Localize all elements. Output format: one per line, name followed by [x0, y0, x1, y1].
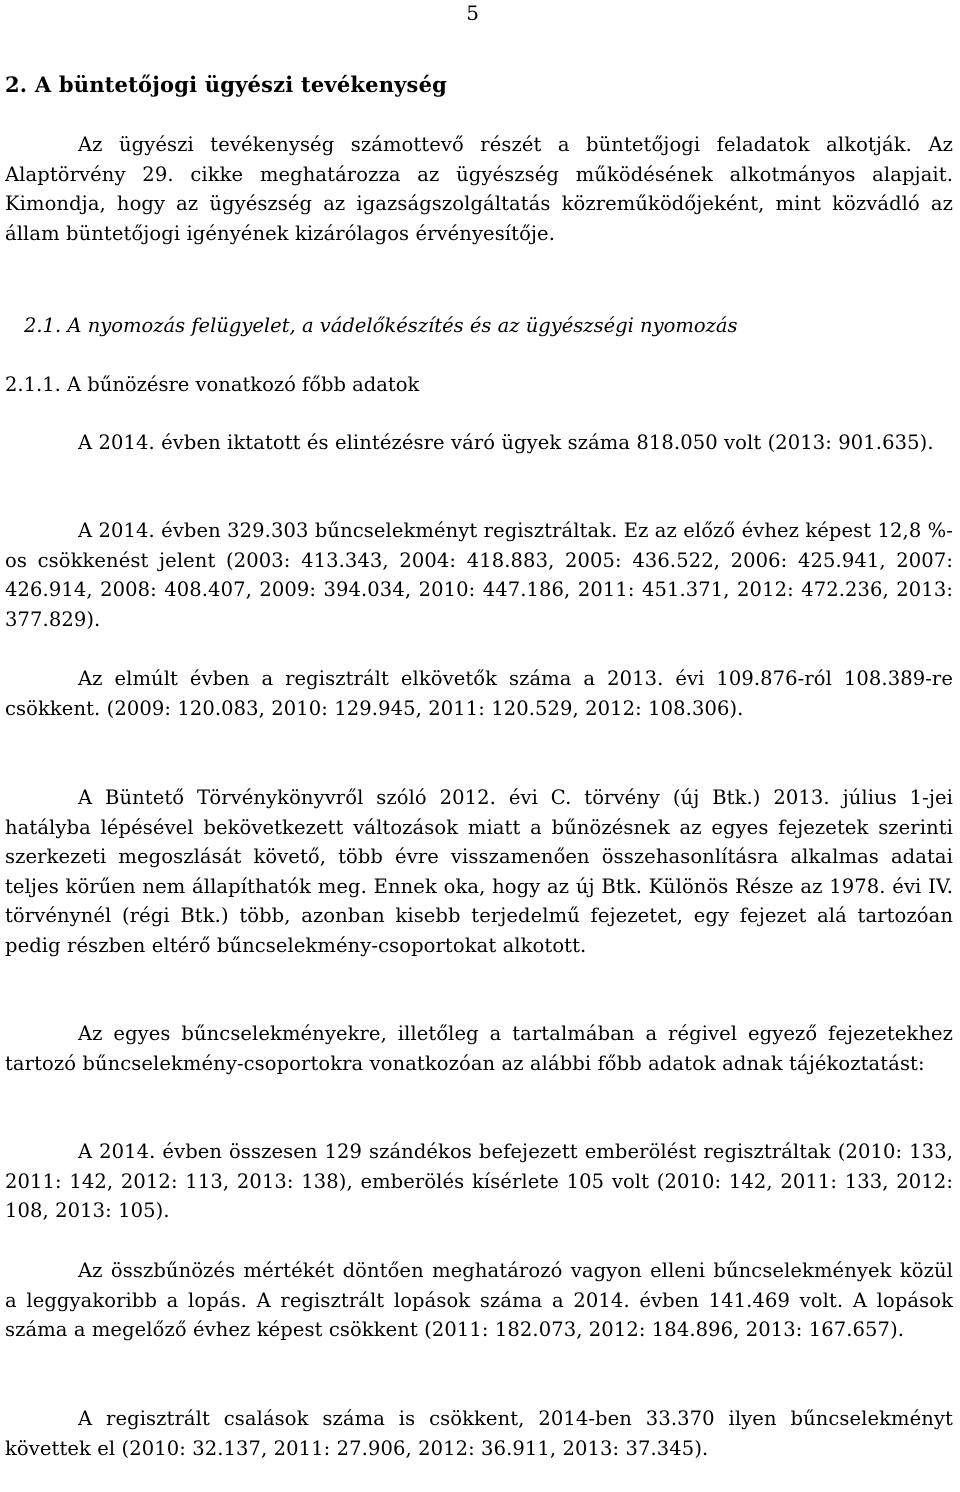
intro-paragraph: Az ügyészi tevékenység számottevő részét a büntetőjogi feladatok alkotják. Az Alaptörvény 29. cikke meghatározza az ügyészség működésének alkotmányos alapjait. Kimondja, hogy az ügyészség az igazságszolgáltatás közreműködőjeként, mint közvádló az állam büntetőjogi igényének kizárólagos érvényesítője. — [5, 133, 953, 245]
paragraph-homicide: A 2014. évben összesen 129 szándékos befejezett emberölést regisztráltak (2010: 133, 2011: 142, 2012: 113, 2013: 138), emberölés kísérlete 105 volt (2010: 142, 2011: 133, 2012: 108, 2013: 105). — [5, 1140, 953, 1222]
subsection-title: 2.1. A nyomozás felügyelet, a vádelőkészítés és az ügyészségi nyomozás — [24, 314, 738, 337]
paragraph-case-count: A 2014. évben iktatott és elintézésre váró ügyek száma 818.050 volt (2013: 901.635). — [78, 431, 934, 454]
paragraph-registered-crimes: A 2014. évben 329.303 bűncselekményt regisztráltak. Ez az előző évhez képest 12,8 %-os csökkenést jelent (2003: 413.343, 2004: 418.883, 2005: 436.522, 2006: 425.941, 2007: 426.914, 2008: 408.407, 2009: 394.034, 2010: 447.186, 2011: 451.371, 2012: 472.236, 2013: 377.829). — [5, 519, 953, 631]
paragraph-new-criminal-code: A Büntető Törvénykönyvről szóló 2012. évi C. törvény (új Btk.) 2013. július 1-jei hatályba lépésével bekövetkezett változások miatt a bűnözésnek az egyes fejezetek szerinti szerkezeti megoszlását követő, több évre visszamenően összehasonlításra alkalmas adatai teljes körűen nem állapíthatók meg. Ennek oka, hogy az új Btk. Különös Része az 1978. évi IV. törvénynél (régi Btk.) több, azonban kisebb terjedelmű fejezetet, egy fejezet alá tartozóan pedig részben eltérő bűncselekmény-csoportokat alkotott. — [5, 786, 953, 957]
paragraph-fraud: A regisztrált csalások száma is csökkent, 2014-ben 33.370 ilyen bűncselekményt követtek el (2010: 32.137, 2011: 27.906, 2012: 36.911, 2013: 37.345). — [5, 1407, 953, 1460]
document-page — [5, 0, 953, 1492]
paragraph-crime-groups: Az egyes bűncselekményekre, illetőleg a tartalmában a régivel egyező fejezetekhez tartozó bűncselekmény-csoportokra vonatkozóan az alábbi főbb adatok adnak tájékoztatást: — [5, 1022, 953, 1075]
paragraph-theft: Az összbűnözés mértékét döntően meghatározó vagyon elleni bűncselekmények közül a leggyakoribb a lopás. A regisztrált lopások száma a 2014. évben 141.469 volt. A lopások száma a megelőző évhez képest csökkent (2011: 182.073, 2012: 184.896, 2013: 167.657). — [5, 1259, 953, 1341]
page-number: 5 — [466, 1, 479, 25]
section-heading: 2. A büntetőjogi ügyészi tevékenység — [5, 72, 448, 97]
paragraph-offenders: Az elmúlt évben a regisztrált elkövetők száma a 2013. évi 109.876-ról 108.389-re csökkent. (2009: 120.083, 2010: 129.945, 2011: 120.529, 2012: 108.306). — [5, 667, 953, 720]
subsubsection-title: 2.1.1. A bűnözésre vonatkozó főbb adatok — [5, 373, 420, 396]
